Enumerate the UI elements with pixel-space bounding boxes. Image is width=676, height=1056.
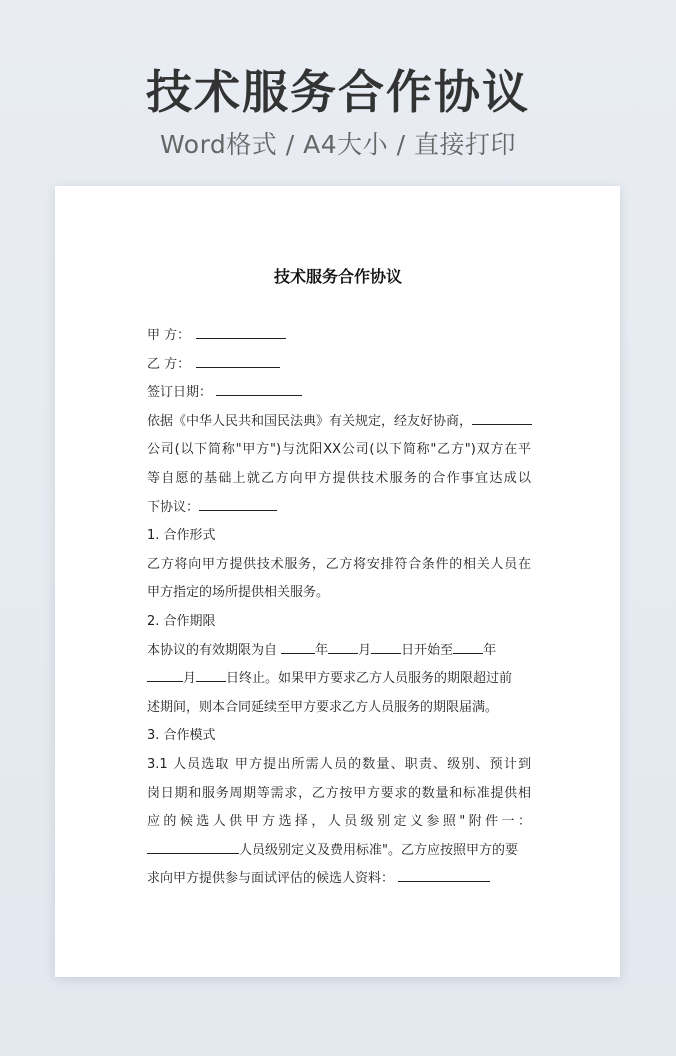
header (0, 62, 676, 162)
page-title: 技术服务合作协议 (146, 65, 530, 119)
intro-line-4 (147, 494, 531, 523)
intro-blank (199, 496, 277, 511)
section-3-line-2: 岗日期和服务周期等需求，乙方按甲方要求的数量和标准提供相 (147, 785, 531, 801)
validity-text: 本协议的有效期限为自 (147, 642, 282, 658)
day-end-text: 日终止。如果甲方要求乙方人员服务的期限超过前 (226, 671, 513, 687)
section-2-line-1 (147, 637, 531, 666)
end-month-blank (147, 667, 183, 682)
end-day-blank (196, 667, 226, 682)
start-month-blank (328, 639, 358, 654)
party-b-label: 乙 方： (147, 356, 191, 372)
section-3-line-4 (147, 837, 531, 866)
document-title: 技术服务合作协议 (273, 267, 402, 286)
party-a-line (147, 322, 531, 351)
section-3-line-5 (147, 865, 531, 894)
intro-line-1 (147, 408, 531, 437)
section-3-line-1: 3.1 人员选取 甲方提出所需人员的数量、职责、级别、预计到 (147, 756, 531, 772)
intro-line-3: 等自愿的基础上就乙方向甲方提供技术服务的合作事宜达成以 (147, 470, 531, 486)
section-3-line-3: 应的候选人供甲方选择，人员级别定义参照"附件一： (147, 814, 531, 830)
section-1-line-1: 乙方将向甲方提供技术服务，乙方将安排符合条件的相关人员在 (147, 556, 531, 572)
section-2-line-2 (147, 665, 531, 694)
party-a-label: 甲 方： (147, 328, 191, 343)
section-2-heading: 2. 合作期限 (147, 613, 216, 629)
start-year-blank (281, 639, 315, 654)
sign-date-line (147, 379, 531, 408)
party-b-line (147, 351, 531, 380)
candidate-text: 求向甲方提供参与面试评估的候选人资料： (147, 871, 395, 887)
section-1-heading: 1. 合作形式 (147, 528, 216, 544)
section-3-heading: 3. 合作模式 (147, 728, 216, 744)
start-day-blank (371, 639, 401, 654)
sign-date-label: 签订日期： (147, 385, 213, 401)
intro-line-2: 公司(以下简称"甲方")与沈阳XX公司(以下简称"乙方")双方在平 (147, 442, 531, 458)
document-body (147, 322, 531, 894)
year-label: 年 (315, 642, 329, 658)
section-2-line-3: 述期间，则本合同延续至甲方要求乙方人员服务的期限届满。 (147, 699, 499, 715)
end-month-label: 月 (183, 671, 197, 687)
party-a-name-blank (472, 410, 532, 425)
party-a-blank (196, 324, 286, 339)
end-year-blank (453, 639, 483, 654)
attachment-text: 人员级别定义及费用标准"。乙方应按照甲方的要 (239, 842, 518, 858)
page-subtitle: Word格式 / A4大小 / 直接打印 (160, 130, 516, 159)
party-b-blank (196, 353, 280, 368)
section-1-line-2: 甲方指定的场所提供相关服务。 (147, 585, 330, 601)
month-label: 月 (358, 642, 372, 658)
day-start-label: 日开始至 (401, 642, 454, 658)
intro-text-1: 依据《中华人民共和国民法典》有关规定，经友好协商， (147, 413, 473, 429)
sign-date-blank (216, 381, 302, 396)
attachment-blank (147, 839, 239, 854)
intro-text-4: 下协议： (147, 499, 200, 515)
candidate-blank (398, 867, 490, 882)
end-year-label: 年 (483, 642, 497, 658)
